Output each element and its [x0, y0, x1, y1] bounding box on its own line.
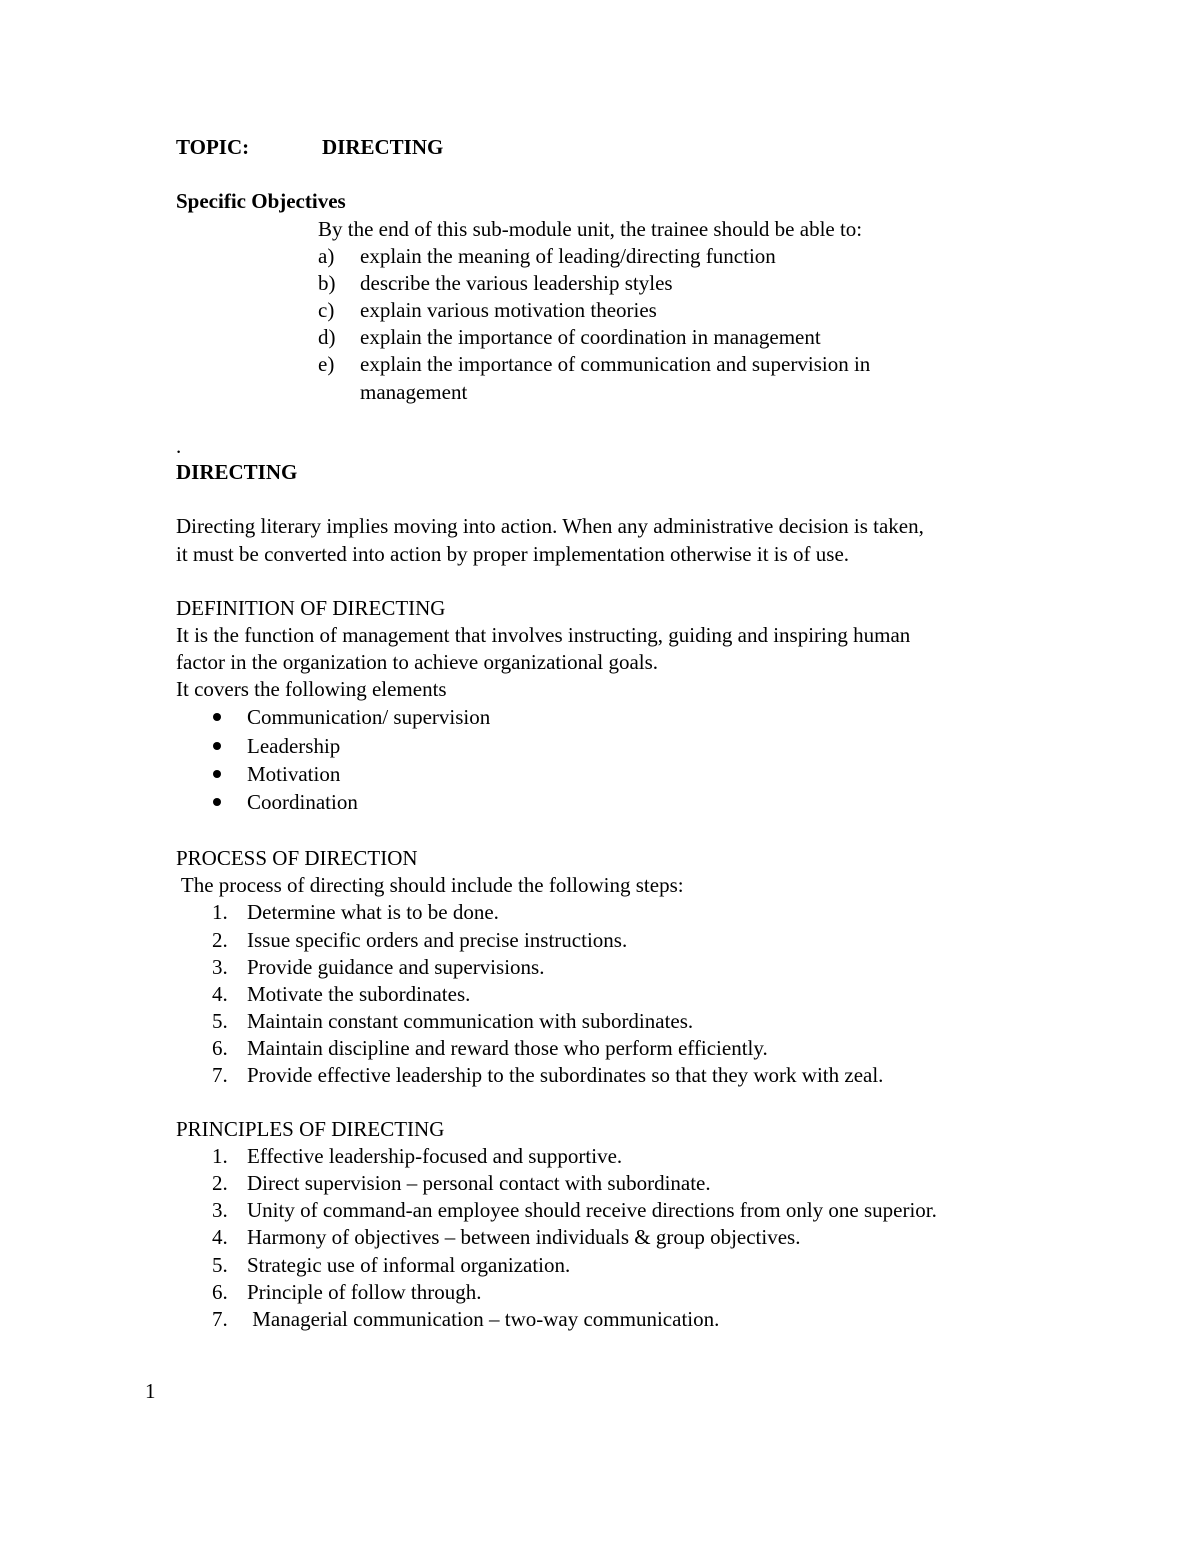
stray-dot: .: [176, 434, 182, 458]
page-number: 1: [145, 1379, 156, 1403]
directing-paragraph-line1: Directing literary implies moving into action. When any administrative decision is taken,: [176, 514, 924, 538]
process-step-text: Provide guidance and supervisions.: [247, 955, 545, 979]
process-step-marker: 2.: [212, 928, 228, 952]
definition-heading: DEFINITION OF DIRECTING: [176, 596, 446, 620]
bullet-icon: [213, 713, 221, 721]
process-step-marker: 1.: [212, 900, 228, 924]
principle-text: Principle of follow through.: [247, 1280, 482, 1304]
principle-marker: 6.: [212, 1280, 228, 1304]
objective-text-b: describe the various leadership styles: [360, 271, 673, 295]
bullet-icon: [213, 742, 221, 750]
definition-line1: It is the function of management that involves instructing, guiding and inspiring human: [176, 623, 911, 647]
objectives-intro: By the end of this sub-module unit, the trainee should be able to:: [318, 217, 863, 241]
objective-marker-a: a): [318, 244, 335, 268]
principle-marker: 4.: [212, 1225, 228, 1249]
process-step-marker: 7.: [212, 1063, 228, 1087]
process-step-text: Maintain discipline and reward those who perform efficiently.: [247, 1036, 768, 1060]
principle-text: Harmony of objectives – between individuals & group objectives.: [247, 1225, 801, 1249]
directing-heading: DIRECTING: [176, 460, 298, 484]
principles-heading: PRINCIPLES OF DIRECTING: [176, 1117, 445, 1141]
process-step-marker: 5.: [212, 1009, 228, 1033]
definition-line3: It covers the following elements: [176, 677, 447, 701]
directing-paragraph-line2: it must be converted into action by proper implementation otherwise it is of use.: [176, 542, 850, 566]
principle-marker: 7.: [212, 1307, 228, 1331]
principle-marker: 5.: [212, 1253, 228, 1277]
objective-text-a: explain the meaning of leading/directing function: [360, 244, 776, 268]
principle-text: Direct supervision – personal contact with subordinate.: [247, 1171, 711, 1195]
element-item: Communication/ supervision: [247, 705, 491, 729]
process-step-text: Issue specific orders and precise instructions.: [247, 928, 628, 952]
principle-marker: 1.: [212, 1144, 228, 1168]
element-item: Motivation: [247, 762, 341, 786]
objective-text-d: explain the importance of coordination in management: [360, 325, 821, 349]
objective-text-e: explain the importance of communication and supervision in: [360, 352, 871, 376]
principle-text: Strategic use of informal organization.: [247, 1253, 571, 1277]
objective-marker-b: b): [318, 271, 336, 295]
principle-text: Managerial communication – two-way communication.: [247, 1307, 720, 1331]
topic-label: TOPIC:: [176, 135, 250, 159]
objective-text-c: explain various motivation theories: [360, 298, 657, 322]
process-heading: PROCESS OF DIRECTION: [176, 846, 418, 870]
principle-marker: 2.: [212, 1171, 228, 1195]
objective-marker-d: d): [318, 325, 336, 349]
principle-text: Unity of command-an employee should receive directions from only one superior.: [247, 1198, 937, 1222]
objective-marker-e: e): [318, 352, 335, 376]
process-step-marker: 4.: [212, 982, 228, 1006]
process-intro: The process of directing should include the following steps:: [176, 873, 684, 897]
principle-text: Effective leadership-focused and supportive.: [247, 1144, 623, 1168]
process-step-marker: 3.: [212, 955, 228, 979]
process-step-text: Determine what is to be done.: [247, 900, 499, 924]
process-step-text: Maintain constant communication with subordinates.: [247, 1009, 694, 1033]
element-item: Leadership: [247, 734, 341, 758]
objective-marker-c: c): [318, 298, 335, 322]
definition-line2: factor in the organization to achieve organizational goals.: [176, 650, 659, 674]
objectives-heading: Specific Objectives: [176, 189, 346, 213]
objective-text-e-continuation: management: [360, 380, 468, 404]
process-step-marker: 6.: [212, 1036, 228, 1060]
bullet-icon: [213, 798, 221, 806]
topic-value: DIRECTING: [322, 135, 444, 159]
bullet-icon: [213, 770, 221, 778]
principle-marker: 3.: [212, 1198, 228, 1222]
element-item: Coordination: [247, 790, 358, 814]
process-step-text: Motivate the subordinates.: [247, 982, 471, 1006]
process-step-text: Provide effective leadership to the subordinates so that they work with zeal.: [247, 1063, 884, 1087]
